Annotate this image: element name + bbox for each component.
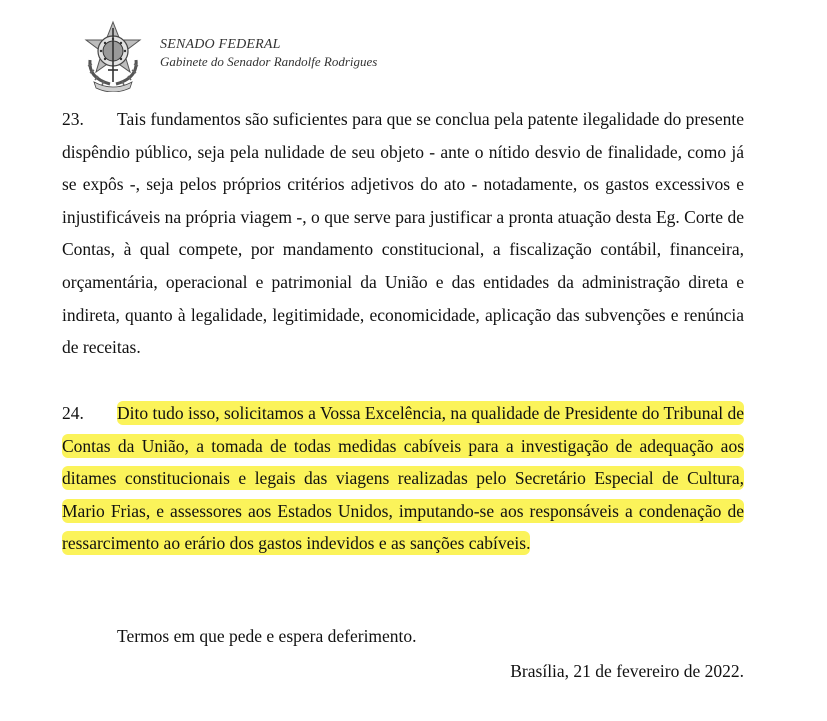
paragraph-24 [62,397,744,560]
brazil-coat-of-arms-icon [80,20,146,92]
office-name: Gabinete do Senador Randolfe Rodrigues [160,54,378,69]
paragraph-number: 23. [62,109,84,129]
paragraph-number: 24. [62,403,84,423]
org-name: SENADO FEDERAL [160,37,281,52]
paragraph-23 [62,103,744,364]
closing-line: Termos em que pede e espera deferimento. [117,626,417,646]
paragraph-text: Tais fundamentos são suficientes para que se conclua pela patente ilegalidade do presente dispêndio público, seja pela nulidade de seu objeto - ante o nítido desvio de finalidade, como já se expôs -, seja pelos próprios critérios adjetivos do ato - notadamente, os gastos excessivos e injustificáveis na própria viagem -, o que serve para justificar a pronta atuação desta Eg. Corte de Contas, à qual compete, por mandamento constitucional, a fiscalização contábil, financeira, orçamentária, operacional e patrimonial da União e das entidades da administração direta e indireta, quanto à legalidade, legitimidade, economicidade, aplicação das subvenções e renúncia de receitas. [62,109,744,358]
letterhead [80,20,580,100]
letterhead-text [160,36,377,70]
highlighted-paragraph-text: Dito tudo isso, solicitamos a Vossa Excelência, na qualidade de Presidente do Tribunal de Contas da União, a tomada de todas medidas cabíveis para a investigação de adequação aos ditames constitucionais e legais das viagens realizadas pelo Secretário Especial de Cultura, Mario Frias, e assessores aos Estados Unidos, imputando-se aos responsáveis a condenação de ressarcimento ao erário dos gastos indevidos e as sanções cabíveis. [62,403,744,554]
date-line: Brasília, 21 de fevereiro de 2022. [510,661,744,681]
